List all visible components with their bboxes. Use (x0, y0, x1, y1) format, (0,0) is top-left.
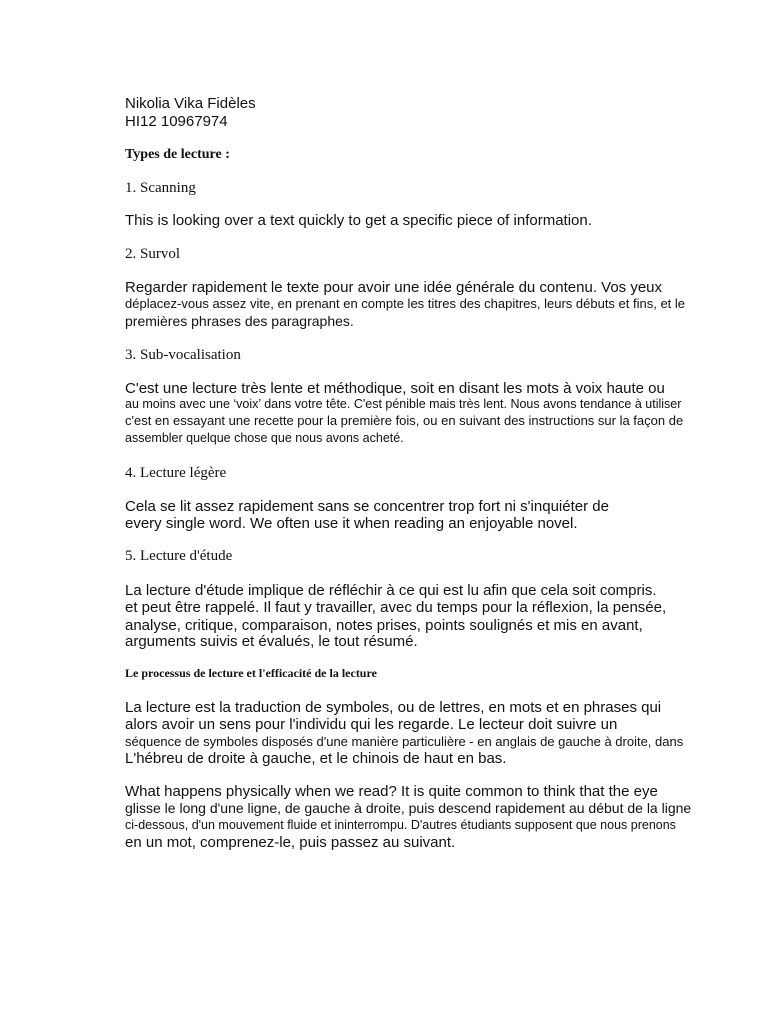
section-line: arguments suivis et évalués, le tout résumé. (125, 633, 418, 650)
subtitle: Le processus de lecture et l'efficacité de la lecture (125, 666, 377, 680)
document-title: Types de lecture : (125, 147, 230, 162)
paragraph-line: glisse le long d'une ligne, de gauche à droite, puis descend rapidement au début de la ligne (125, 800, 692, 816)
section-line: et peut être rappelé. Il faut y travailler, avec du temps pour la réflexion, la pensée, (125, 599, 667, 616)
section-line: Cela se lit assez rapidement sans se concentrer trop fort ni s'inquiéter de (125, 498, 609, 515)
section-line: This is looking over a text quickly to get a specific piece of information. (125, 212, 592, 229)
student-code: HI12 10967974 (125, 113, 228, 130)
section-line: every single word. We often use it when reading an enjoyable novel. (125, 515, 578, 532)
section-heading: 2. Survol (125, 246, 181, 262)
paragraph-line: What happens physically when we read? It is quite common to think that the eye (125, 783, 658, 800)
paragraph-line: L'hébreu de droite à gauche, et le chinois de haut en bas. (125, 750, 507, 767)
section-line: analyse, critique, comparaison, notes prises, points soulignés et mis en avant, (125, 617, 643, 634)
section-heading: 1. Scanning (125, 180, 196, 196)
section-line: déplacez-vous assez vite, en prenant en compte les titres des chapitres, leurs débuts et fins, et le (125, 296, 686, 311)
section-heading: 3. Sub-vocalisation (125, 347, 241, 363)
paragraph-line: La lecture est la traduction de symboles, ou de lettres, en mots et en phrases qui (125, 699, 662, 716)
section-line: La lecture d'étude implique de réfléchir à ce qui est lu afin que cela soit compris. (125, 582, 657, 599)
section-line: premières phrases des paragraphes. (125, 313, 354, 329)
paragraph-line: séquence de symboles disposés d'une manière particulière - en anglais de gauche à droite, dans (125, 734, 684, 749)
section-heading: 4. Lecture légère (125, 465, 227, 481)
paragraph-line: alors avoir un sens pour l'individu qui les regarde. Le lecteur doit suivre un (125, 716, 618, 733)
section-line: Regarder rapidement le texte pour avoir une idée générale du contenu. Vos yeux (125, 279, 663, 296)
section-line: C'est une lecture très lente et méthodique, soit en disant les mots à voix haute ou (125, 380, 665, 397)
section-line: c'est en essayant une recette pour la première fois, ou en suivant des instructions sur la façon de (125, 413, 684, 428)
section-line: au moins avec une ‘voix’ dans votre tête. C'est pénible mais très lent. Nous avons tendance à utiliser (125, 397, 682, 411)
section-heading: 5. Lecture d'étude (125, 548, 233, 564)
author-name: Nikolia Vika Fidèles (125, 95, 256, 112)
section-line: assembler quelque chose que nous avons acheté. (125, 431, 404, 445)
paragraph-line: en un mot, comprenez-le, puis passez au suivant. (125, 834, 456, 851)
paragraph-line: ci-dessous, d'un mouvement fluide et ininterrompu. D'autres étudiants supposent que nous prenons (125, 818, 676, 832)
